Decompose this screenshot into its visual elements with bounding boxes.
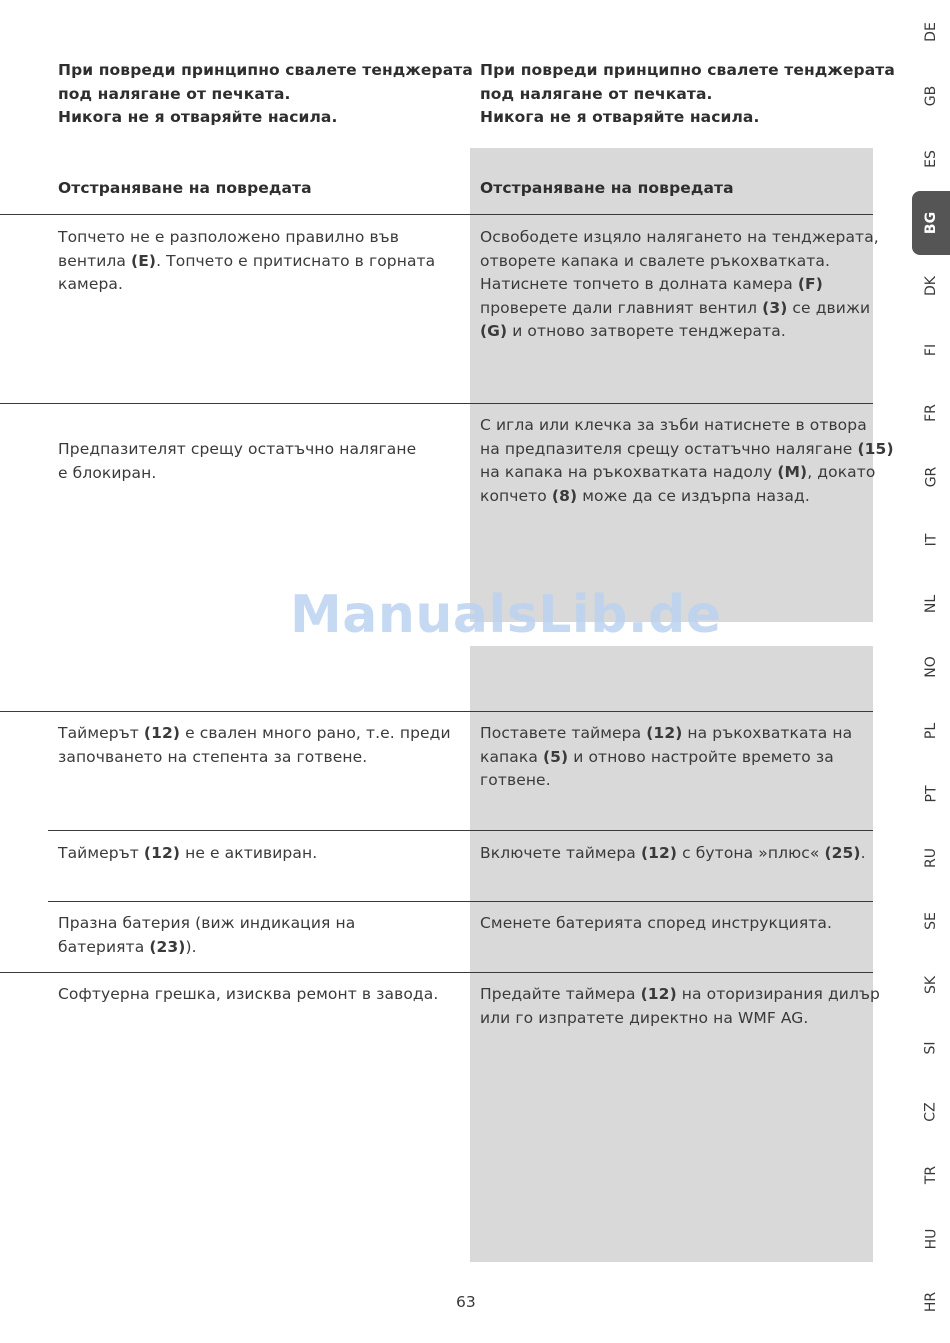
header-cause: Отстраняване на повредата	[58, 179, 312, 197]
lang-tab-it[interactable]: IT	[923, 533, 939, 547]
lang-tab-cz[interactable]: CZ	[923, 1102, 939, 1122]
cause-row-5: Празна батерия (виж индикация на батерията (23)).	[58, 914, 356, 956]
lang-tab-no[interactable]: NO	[923, 656, 939, 678]
lang-tab-nl[interactable]: NL	[923, 594, 939, 614]
lang-tab-se[interactable]: SE	[922, 912, 939, 930]
page-number: 63	[456, 1293, 476, 1311]
lang-tab-hu[interactable]: HU	[923, 1228, 939, 1250]
cause-row-1: Топчето не е разположено правилно във вентила (E). Топчето е притиснато в горната камера.	[58, 228, 436, 293]
remedy-panel-top	[470, 148, 873, 622]
lang-tab-gr[interactable]: GR	[922, 466, 939, 488]
warning-right: При повреди принципно свалете тенджерата под налягане от печката. Никога не я отваряйте насила.	[480, 61, 895, 126]
divider-row-3	[48, 830, 873, 831]
lang-tab-bg[interactable]: BG	[912, 191, 950, 255]
remedy-row-2: С игла или клечка за зъби натиснете в отвора на предпазителя срещу остатъчно налягане (15) на капака на ръкохватката надолу (M), докато копчето (8) може да се издърпа назад.	[480, 416, 894, 505]
cause-row-3: Таймерът (12) е свален много рано, т.е. преди започването на степента за готвене.	[58, 724, 451, 766]
divider-row-4	[48, 901, 873, 902]
warning-left: При повреди принципно свалете тенджерата под налягане от печката. Никога не я отваряйте насила.	[58, 61, 473, 126]
remedy-row-6: Предайте таймера (12) на оторизирания дилър или го изпратете директно на WMF AG.	[480, 985, 880, 1027]
lang-tab-es[interactable]: ES	[922, 150, 939, 168]
lang-tab-pl[interactable]: PL	[923, 722, 939, 740]
divider-row-1	[0, 403, 873, 404]
cause-row-2: Предпазителят срещу остатъчно налягане е блокиран.	[58, 440, 417, 482]
remedy-row-5: Сменете батерията според инструкцията.	[480, 914, 833, 932]
cause-row-6: Софтуерна грешка, изисква ремонт в завода.	[58, 985, 439, 1003]
divider-row-5	[0, 972, 873, 973]
lang-tab-tr[interactable]: TR	[923, 1165, 939, 1185]
remedy-row-4: Включете таймера (12) с бутона »плюс« (25).	[480, 844, 866, 862]
lang-tab-si[interactable]: SI	[922, 1041, 939, 1055]
lang-tab-dk[interactable]: DK	[923, 276, 939, 296]
lang-tab-pt[interactable]: PT	[923, 785, 939, 803]
lang-tab-gb[interactable]: GB	[922, 85, 939, 107]
remedy-row-3: Поставете таймера (12) на ръкохватката на капака (5) и отново настройте времето за готвене.	[480, 724, 853, 789]
divider-header	[0, 214, 873, 215]
watermark: ManualsLib.de	[290, 585, 722, 645]
lang-tab-ru[interactable]: RU	[922, 848, 939, 868]
cause-row-4: Таймерът (12) не е активиран.	[58, 844, 318, 862]
lang-tab-sk[interactable]: SK	[922, 975, 939, 995]
lang-tab-fr[interactable]: FR	[923, 404, 939, 422]
lang-tab-fi[interactable]: FI	[923, 343, 939, 357]
lang-tab-de[interactable]: DE	[922, 22, 939, 42]
header-remedy: Отстраняване на повредата	[480, 179, 734, 197]
divider-row-2	[0, 711, 873, 712]
lang-tab-hr[interactable]: HR	[922, 1291, 939, 1313]
remedy-row-1: Освободете изцяло налягането на тенджерата, отворете капака и свалете ръкохватката. Натиснете топчето в долната камера (F) проверете дали главният вентил (3) се движи (G) и отново затворете тенджерата.	[480, 228, 879, 340]
